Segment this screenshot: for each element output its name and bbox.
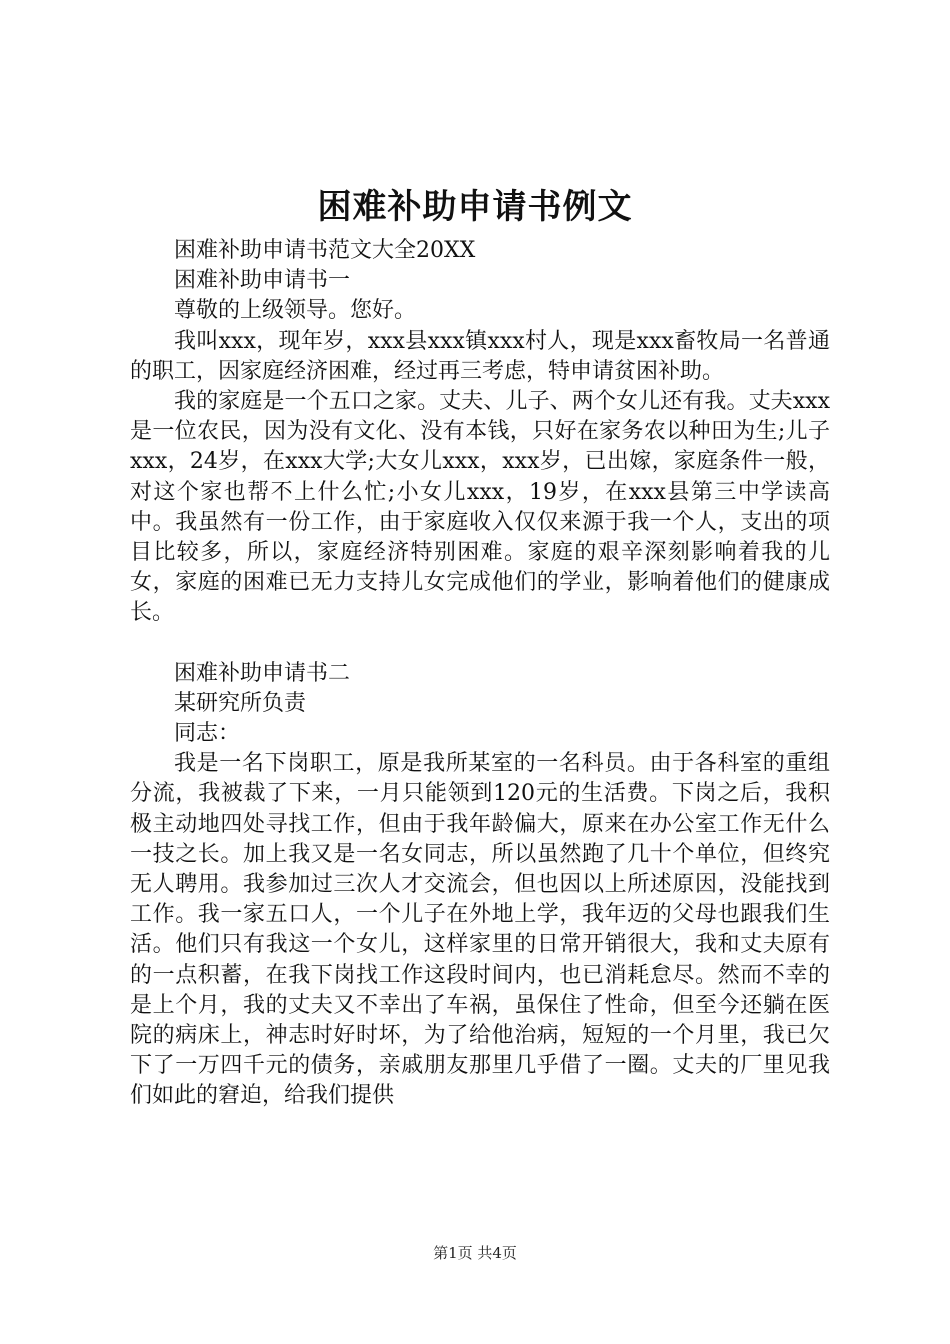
paragraph-body-2: 我是一名下岗职工，原是我所某室的一名科员。由于各科室的重组分流，我被裁了下来，一月只能领到120元的生活费。下岗之后，我积极主动地四处寻找工作，但由于我年龄偏大，原来在办公室工作无什么一技之长。加上我又是一名女同志，所以虽然跑了几十个单位，但终究无人聘用。我参加过三次人才交流会，但也因以上所述原因，没能找到工作。我一家五口人，一个儿子在外地上学，我年迈的父母也跟我们生活。他们只有我这一个女儿，这样家里的日常开销很大，我和丈夫原有的一点积蓄，在我下岗找工作这段时间内，也已消耗怠尽。然而不幸的是上个月，我的丈夫又不幸出了车祸，虽保住了性命，但至今还躺在医院的病床上，神志时好时坏，为了给他治病，短短的一个月里，我已欠下了一万四千元的债务，亲戚朋友那里几乎借了一圈。丈夫的厂里见我们如此的窘迫，给我们提供 — [130, 751, 830, 1109]
document-body — [130, 236, 830, 1112]
paragraph-section-heading-1: 困难补助申请书一 — [174, 268, 351, 294]
page-footer: 第1页 共4页 — [433, 1244, 517, 1262]
paragraph-subtitle: 困难补助申请书范文大全20XX — [174, 238, 476, 263]
paragraph-salutation-2: 同志： — [174, 721, 241, 747]
paragraph-intro-1: 我叫xxx，现年岁，xxx县xxx镇xxx村人，现是xxx畜牧局一名普通的职工，因家庭经济困难，经过再三考虑，特申请贫困补助。 — [130, 328, 830, 384]
document-title: 困难补助申请书例文 — [317, 187, 633, 227]
paragraph-family-1: 我的家庭是一个五口之家。丈夫、儿子、两个女儿还有我。丈夫xxx是一位农民，因为没有文化、没有本钱，只好在家务农以种田为生;儿子xxx，24岁，在xxx大学;大女儿xxx，xxx岁，已出嫁，家庭条件一般，对这个家也帮不上什么忙;小女儿xxx，19岁，在xxx县第三中学读高中。我虽然有一份工作，由于家庭收入仅仅来源于我一个人，支出的项目比较多，所以，家庭经济特别困难。家庭的艰辛深刻影响着我的儿女，家庭的困难已无力支持儿女完成他们的学业，影响着他们的健康成长。 — [130, 389, 830, 626]
paragraph-addressee-2: 某研究所负责 — [174, 690, 307, 716]
paragraph-section-heading-2: 困难补助申请书二 — [174, 660, 351, 686]
paragraph-gap — [130, 629, 830, 659]
paragraph-salutation-1: 尊敬的上级领导。您好。 — [174, 298, 417, 324]
